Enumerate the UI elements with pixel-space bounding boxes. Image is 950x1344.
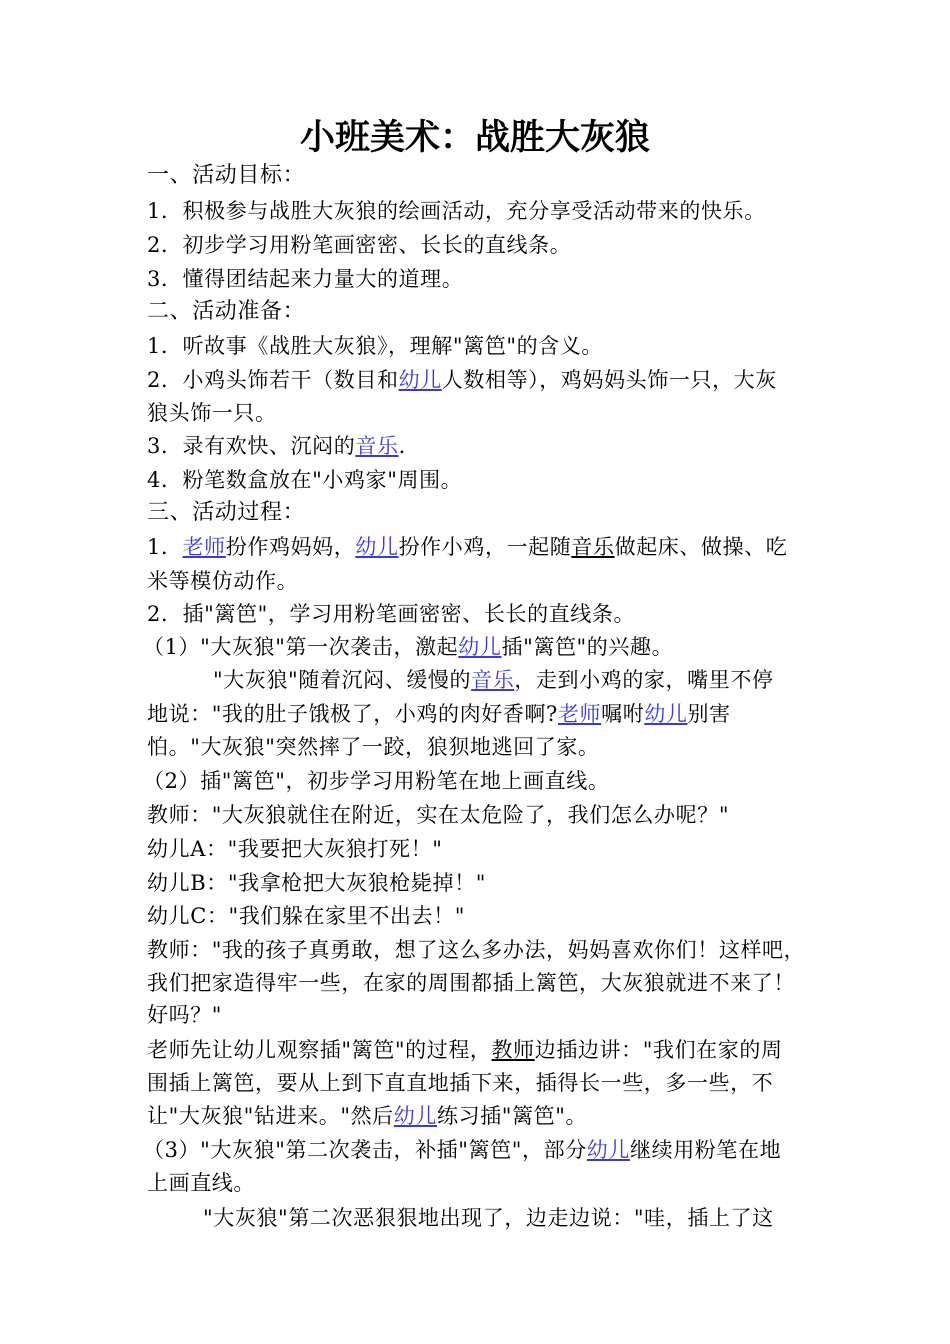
- text-segment: 教师："我的孩子真勇敢，想了这么多办法，妈妈喜欢你们！这样吧，: [147, 938, 806, 962]
- text-line: [147, 397, 277, 429]
- hyperlink[interactable]: 幼儿: [586, 1138, 630, 1162]
- text-line: [147, 1067, 773, 1099]
- text-line: [147, 967, 795, 999]
- text-segment: 老师先让幼儿观察插"篱笆"的过程，: [147, 1038, 492, 1062]
- hyperlink[interactable]: 音乐: [471, 668, 515, 692]
- text-segment: 继续用粉笔在地: [630, 1138, 782, 1162]
- text-segment: 嘱咐: [601, 702, 645, 726]
- text-segment: 2．小鸡头饰若干（数目和: [147, 368, 399, 392]
- text-segment: "大灰狼"随着沉闷、缓慢的: [213, 668, 472, 692]
- text-segment: 地说："我的肚子饿极了，小鸡的肉好香啊?: [147, 702, 558, 726]
- text-line: [147, 598, 635, 630]
- text-segment: 米等模仿动作。: [147, 569, 299, 593]
- hyperlink[interactable]: 幼儿: [393, 1104, 437, 1128]
- section-heading-process: [147, 497, 305, 529]
- text-segment: 3．录有欢快、沉闷的: [147, 434, 356, 458]
- text-line: [147, 1034, 783, 1066]
- text-line: [213, 664, 774, 696]
- text-segment: ，走到小鸡的家，嘴里不停: [514, 668, 774, 692]
- hyperlink[interactable]: 幼儿: [458, 635, 502, 659]
- text-segment: 二、活动准备：: [147, 299, 306, 324]
- text-line: [147, 999, 222, 1031]
- text-segment: 狼头饰一只。: [147, 401, 277, 425]
- text-line: [147, 833, 442, 865]
- text-line: [147, 430, 406, 462]
- text-segment: 幼儿B："我拿枪把大灰狼枪毙掉！": [147, 871, 486, 895]
- text-segment: 插"篱笆"的兴趣。: [501, 635, 674, 659]
- hyperlink[interactable]: 幼儿: [355, 535, 399, 559]
- hyperlink[interactable]: 音乐: [355, 434, 399, 458]
- text-line: [147, 531, 787, 563]
- text-segment: 三、活动过程：: [147, 500, 306, 525]
- text-segment: 围插上篱笆，要从上到下直直地插下来，插得长一些，多一些，不: [147, 1071, 774, 1095]
- text-line: [147, 731, 600, 763]
- text-segment: 让"大灰狼"钻进来。"然后: [147, 1104, 394, 1128]
- text-line: [147, 195, 766, 227]
- text-line: [147, 934, 805, 966]
- text-line: [147, 330, 603, 362]
- hyperlink[interactable]: 幼儿: [644, 702, 688, 726]
- text-segment: 1．积极参与战胜大灰狼的绘画活动，充分享受活动带来的快乐。: [147, 199, 766, 223]
- underlined-text: 教师: [491, 1038, 535, 1062]
- text-segment: 扮作小鸡，一起随: [398, 535, 572, 559]
- text-line: [147, 229, 571, 261]
- text-segment: 扮作鸡妈妈，: [225, 535, 356, 559]
- text-segment: .: [398, 434, 406, 458]
- text-segment: 好吗？": [147, 1003, 223, 1027]
- text-segment: （2）插"篱笆"，初步学习用粉笔在地上画直线。: [143, 769, 610, 793]
- text-segment: （1）"大灰狼"第一次袭击，激起: [143, 635, 459, 659]
- text-line: [147, 698, 731, 730]
- text-segment: 怕。"大灰狼"突然摔了一跤，狼狈地逃回了家。: [147, 735, 600, 759]
- text-line: [147, 263, 463, 295]
- text-segment: 1．听故事《战胜大灰狼》，理解"篱笆"的含义。: [147, 334, 603, 358]
- document-title: 小班美术：战胜大灰狼: [299, 118, 650, 158]
- section-heading-goals: [147, 160, 305, 192]
- text-segment: 练习插"篱笆"。: [436, 1104, 588, 1128]
- text-segment: 2．插"篱笆"，学习用粉笔画密密、长长的直线条。: [147, 602, 636, 626]
- text-segment: 幼儿A："我要把大灰狼打死！": [147, 837, 443, 861]
- text-line: [147, 565, 298, 597]
- text-line: [147, 900, 465, 932]
- text-segment: 我们把家造得牢一些，在家的周围都插上篱笆，大灰狼就进不来了！: [147, 971, 795, 995]
- text-line: [203, 1202, 774, 1234]
- text-segment: 边插边讲："我们在家的周: [534, 1038, 783, 1062]
- text-segment: 一、活动目标：: [147, 163, 306, 188]
- text-segment: 幼儿C："我们躲在家里不出去！": [147, 904, 465, 928]
- text-line: [147, 1100, 587, 1132]
- underlined-text: 音乐: [571, 535, 615, 559]
- text-line: [147, 364, 777, 396]
- text-line: [147, 464, 462, 496]
- text-line: [147, 1167, 255, 1199]
- text-line: [143, 765, 609, 797]
- text-line: [147, 867, 486, 899]
- hyperlink[interactable]: 幼儿: [398, 368, 442, 392]
- text-line: [147, 799, 729, 831]
- text-segment: 上画直线。: [147, 1171, 255, 1195]
- text-segment: 2．初步学习用粉笔画密密、长长的直线条。: [147, 233, 572, 257]
- text-segment: 4．粉笔数盒放在"小鸡家"周围。: [147, 468, 463, 492]
- text-segment: 人数相等），鸡妈妈头饰一只，大灰: [441, 368, 777, 392]
- text-segment: 做起床、做操、吃: [614, 535, 788, 559]
- hyperlink[interactable]: 老师: [557, 702, 602, 726]
- section-heading-preparation: [147, 296, 305, 328]
- text-segment: 教师："大灰狼就住在附近，实在太危险了，我们怎么办呢？": [147, 803, 730, 827]
- text-line: [143, 631, 673, 663]
- text-segment: 别害: [687, 702, 731, 726]
- text-segment: 3．懂得团结起来力量大的道理。: [147, 267, 464, 291]
- text-line: [143, 1134, 781, 1166]
- text-segment: "大灰狼"第二次恶狠狠地出现了，边走边说："哇，插上了这: [203, 1206, 774, 1230]
- text-segment: 1．: [147, 535, 183, 559]
- text-segment: （3）"大灰狼"第二次袭击，补插"篱笆"，部分: [143, 1138, 587, 1162]
- hyperlink[interactable]: 老师: [182, 535, 226, 559]
